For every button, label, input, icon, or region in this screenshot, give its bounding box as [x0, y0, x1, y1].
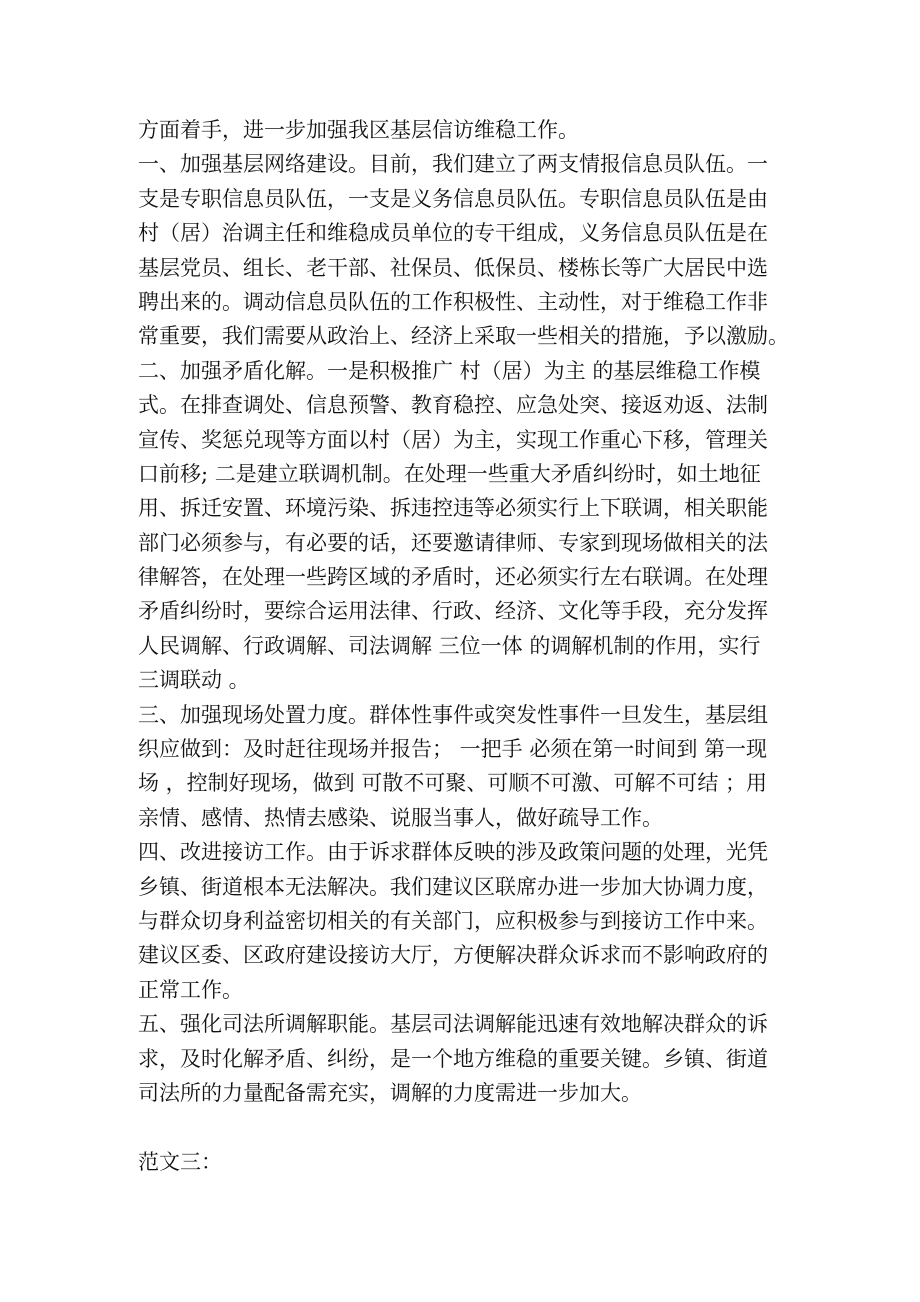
text-line: 织应做到：及时赶往现场并报告； 一把手 必须在第一时间到 第一现	[138, 737, 768, 762]
text-line: 一、加强基层网络建设。目前，我们建立了两支情报信息员队伍。一	[138, 152, 768, 177]
text-line: 部门必须参与，有必要的话，还要邀请律师、专家到现场做相关的法	[138, 530, 768, 555]
text-line: 用、拆迁安置、环境污染、拆违控违等必须实行上下联调，相关职能	[138, 496, 768, 521]
text-line: 聘出来的。调动信息员队伍的工作积极性、主动性，对于维稳工作非	[138, 289, 768, 314]
text-line: 司法所的力量配备需充实，调解的力度需进一步加大。	[138, 1080, 642, 1105]
text-line: 与群众切身利益密切相关的有关部门，应积极参与到接访工作中来。	[138, 908, 768, 933]
text-line: 支是专职信息员队伍，一支是义务信息员队伍。专职信息员队伍是由	[138, 186, 768, 211]
text-line: 正常工作。	[138, 977, 243, 1002]
text-line: 律解答，在处理一些跨区域的矛盾时，还必须实行左右联调。在处理	[138, 565, 768, 590]
text-line: 宣传、奖惩兑现等方面以村（居）为主，实现工作重心下移，管理关	[138, 427, 768, 452]
text-line: 场 ，控制好现场，做到 可散不可聚、可顺不可激、可解不可结 ；用	[138, 771, 768, 796]
text-line: 三调联动 。	[138, 668, 250, 693]
text-line: 村（居）治调主任和维稳成员单位的专干组成，义务信息员队伍是在	[138, 221, 768, 246]
text-line: 人民调解、行政调解、司法调解 三位一体 的调解机制的作用，实行	[138, 633, 761, 658]
text-line: 求，及时化解矛盾、纠纷，是一个地方维稳的重要关键。乡镇、街道	[138, 1046, 768, 1071]
text-line: 基层党员、组长、老干部、社保员、低保员、楼栋长等广大居民中选	[138, 255, 768, 280]
section-heading: 范文三：	[138, 1149, 222, 1174]
text-line: 二、加强矛盾化解。一是积极推广 村（居）为主 的基层维稳工作模	[138, 358, 761, 383]
body-text	[138, 113, 788, 1179]
text-line: 口前移; 二是建立联调机制。在处理一些重大矛盾纠纷时，如土地征	[138, 461, 761, 486]
text-line: 乡镇、街道根本无法解决。我们建议区联席办进一步加大协调力度，	[138, 874, 768, 899]
text-line: 五、强化司法所调解职能。基层司法调解能迅速有效地解决群众的诉	[138, 1012, 768, 1037]
text-line: 方面着手，进一步加强我区基层信访维稳工作。	[138, 118, 579, 142]
text-line: 亲情、感情、热情去感染、说服当事人，做好疏导工作。	[138, 805, 663, 830]
text-line: 常重要，我们需要从政治上、经济上采取一些相关的措施，予以激励。	[138, 324, 789, 349]
text-line: 三、加强现场处置力度。群体性事件或突发性事件一旦发生，基层组	[138, 702, 768, 727]
text-line: 矛盾纠纷时，要综合运用法律、行政、经济、文化等手段，充分发挥	[138, 599, 768, 624]
text-line: 式。在排查调处、信息预警、教育稳控、应急处突、接返劝返、法制	[138, 393, 768, 418]
text-line: 四、改进接访工作。由于诉求群体反映的涉及政策问题的处理，光凭	[138, 840, 768, 865]
blank-line	[138, 1110, 788, 1144]
text-line: 建议区委、区政府建设接访大厅，方便解决群众诉求而不影响政府的	[138, 943, 768, 968]
